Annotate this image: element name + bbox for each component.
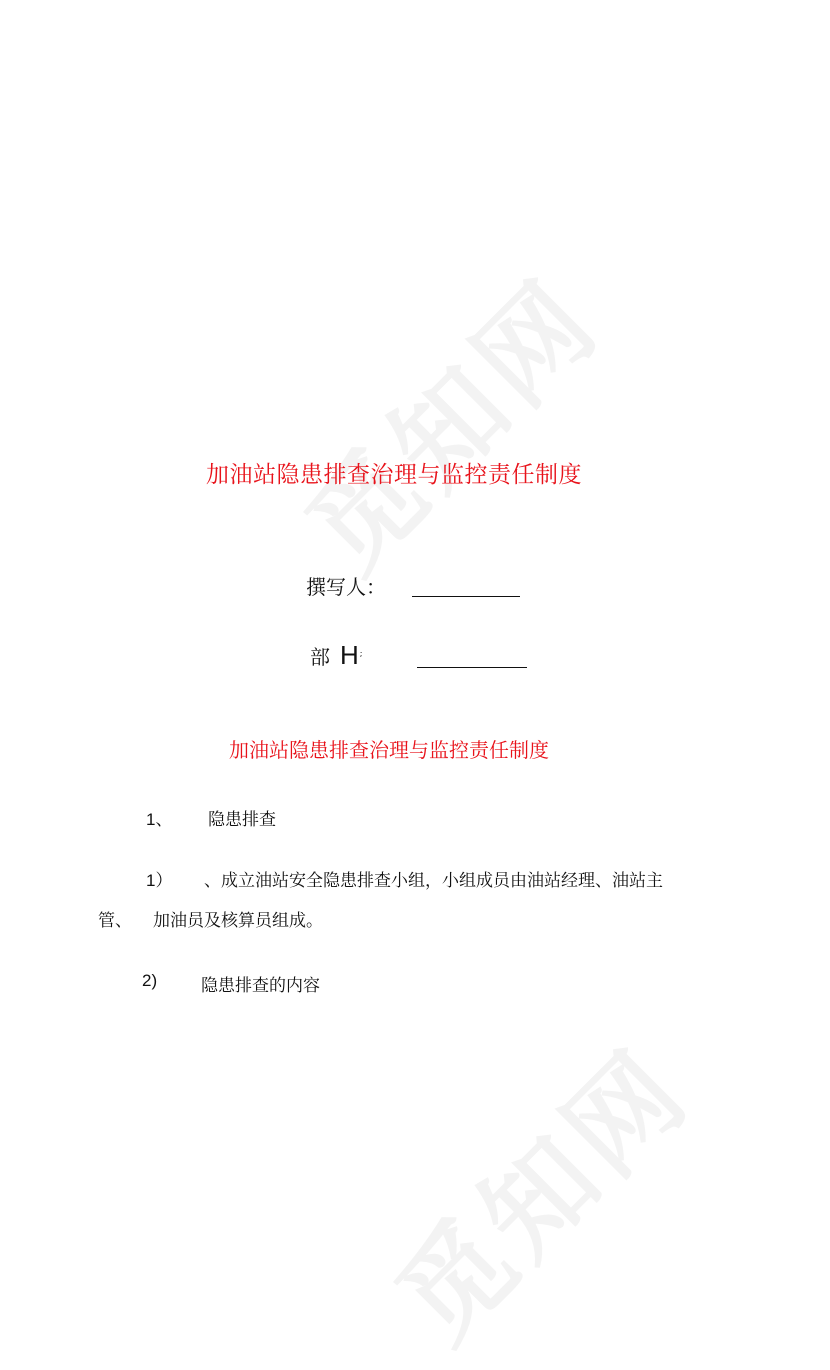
item-number: 1）	[146, 871, 173, 890]
section-heading: 隐患排查	[208, 810, 276, 830]
watermark	[266, 238, 628, 600]
item-text-line: 加油员及核算员组成。	[153, 911, 323, 931]
department-label-char: 部	[310, 645, 330, 669]
author-label: 撰写人：	[306, 575, 386, 599]
department-blank-line	[417, 667, 527, 668]
department-label-glyph: H	[340, 640, 359, 670]
department-field	[310, 640, 362, 671]
department-label-mark: ;	[359, 649, 363, 659]
watermark	[356, 1008, 718, 1370]
item-text-line: 隐患排查的内容	[201, 976, 320, 996]
cover-title: 加油站隐患排查治理与监控责任制度	[206, 462, 582, 488]
section-number: 1、	[146, 810, 173, 829]
author-field	[306, 571, 386, 600]
item-number: 2)	[142, 971, 158, 990]
author-blank-line	[412, 596, 520, 597]
item-text-line: 、成立油站安全隐患排查小组，小组成员由油站经理、油站主	[204, 871, 663, 891]
item-text-line: 管、	[98, 911, 132, 931]
body-title: 加油站隐患排查治理与监控责任制度	[229, 738, 549, 762]
